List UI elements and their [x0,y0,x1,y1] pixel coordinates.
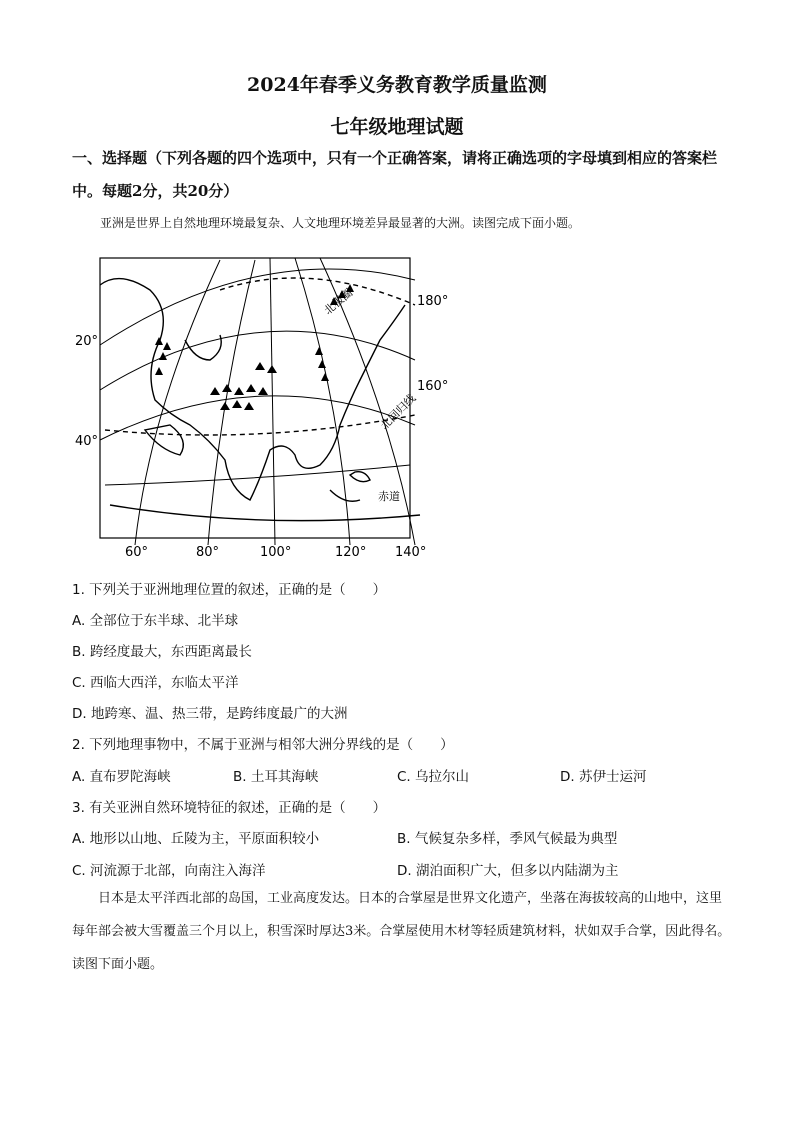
mountain-symbols [155,284,354,410]
question-stem: 1. 下列关于亚洲地理位置的叙述，正确的是（ ） [72,582,387,598]
line-label: 北极圈 [321,286,356,318]
question-option[interactable]: B. 土耳其海峡 [233,769,319,785]
lat-label: 20° [75,334,99,349]
question-option[interactable]: D. 苏伊士运河 [560,769,647,785]
asia-map [60,250,450,560]
lon-label: 100° [260,545,292,560]
lon-label: 120° [335,545,367,560]
arctic-circle [220,278,415,305]
intro-text: 亚洲是世界上自然地理环境最复杂、人文地理环境差异最显著的大洲。读图完成下面小题。 [100,216,581,230]
line-label: 北回归线 [377,391,419,433]
page-subtitle: 七年级地理试题 [330,116,464,138]
question-option[interactable]: A. 地形以山地、丘陵为主，平原面积较小 [72,831,320,847]
lat-label: 160° [417,379,449,394]
parallels [100,269,415,485]
lat-label: 180° [417,294,449,309]
lon-label: 60° [125,545,149,560]
question-option[interactable]: C. 西临大西洋，东临太平洋 [72,675,239,691]
lon-label: 80° [196,545,220,560]
map-frame [100,258,410,538]
question-option[interactable]: D. 地跨寒、温、热三带，是跨纬度最广的大洲 [72,706,348,722]
question-option[interactable]: C. 河流源于北部，向南注入海洋 [72,863,266,879]
page-title: 2024年春季义务教育教学质量监测 [247,74,547,96]
intro-text: 日本是太平洋西北部的岛国，工业高度发达。日本的合掌屋是世界文化遗产，坐落在海拔较高的山地中，这里每年部会被大雪覆盖三个月以上，积雪深时厚达3米。合掌屋使用木材等轻质建筑材料，状如双手合掌，因此得名。读图下面小题。 [72,891,731,972]
lon-label: 140° [395,545,427,560]
section-heading: 一、选择题（下列各题的四个选项中，只有一个正确答案，请将正确选项的字母填到相应的答案栏中。每题2分，共20分） [72,149,718,200]
equator [110,505,420,521]
lat-label: 40° [75,434,99,449]
question-stem: 2. 下列地理事物中，不属于亚洲与相邻大洲分界线的是（ ） [72,737,454,753]
question-option[interactable]: A. 直布罗陀海峡 [72,769,171,785]
question-option[interactable]: C. 乌拉尔山 [397,769,470,785]
meridians [135,258,415,545]
question-option[interactable]: B. 跨经度最大，东西距离最长 [72,644,252,660]
question-option[interactable]: B. 气候复杂多样，季风气候最为典型 [397,831,618,847]
question-option[interactable]: D. 湖泊面积广大，但多以内陆湖为主 [397,863,619,879]
intro-paragraph [72,882,732,981]
question-stem: 3. 有关亚洲自然环境特征的叙述，正确的是（ ） [72,800,387,816]
question-option[interactable]: A. 全部位于东半球、北半球 [72,613,239,629]
line-label: 赤道 [378,490,400,503]
